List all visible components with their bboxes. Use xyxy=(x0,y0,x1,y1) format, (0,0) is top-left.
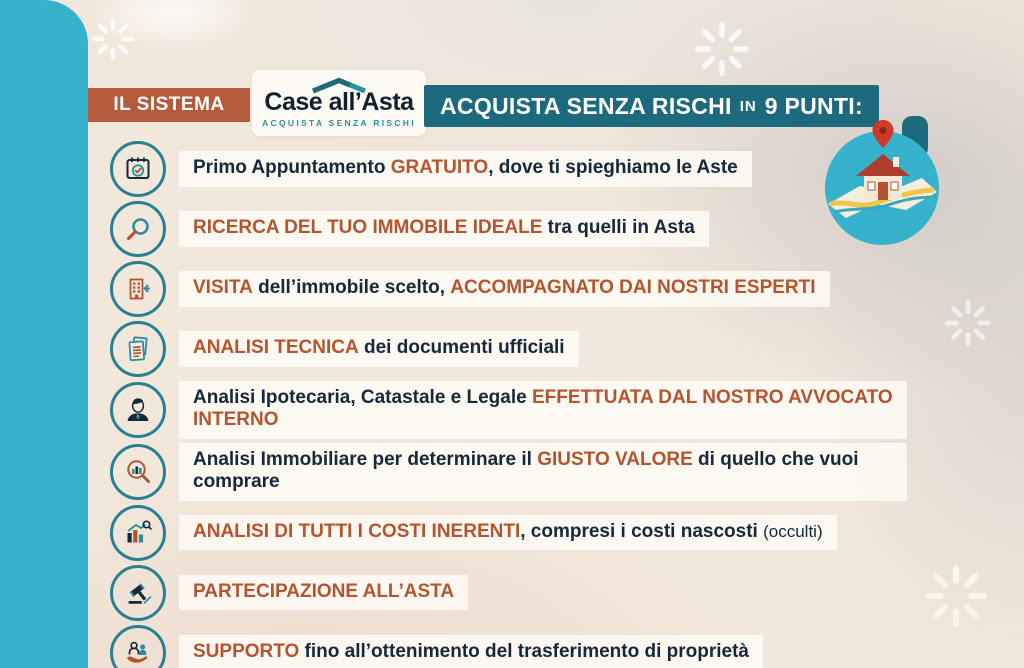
point-text xyxy=(179,271,830,306)
point-text-accent: PARTECIPAZIONE ALL’ASTA xyxy=(193,580,455,602)
headline-main: ACQUISTA SENZA RISCHI xyxy=(440,92,732,119)
point-text xyxy=(179,211,709,246)
point-text-accent: SUPPORTO xyxy=(193,640,300,662)
search-icon xyxy=(110,201,166,257)
point-text-segment: dell’immobile scelto, xyxy=(252,277,451,299)
point-row xyxy=(110,141,990,197)
brand-logo xyxy=(252,70,426,136)
point-text-segment: di quello che vuoi comprare xyxy=(193,448,859,493)
point-text-accent: ANALISI DI TUTTI I COSTI INERENTI xyxy=(193,520,521,542)
system-badge-label: IL SISTEMA xyxy=(113,94,225,115)
point-row xyxy=(110,321,990,377)
brand-tagline: ACQUISTA SENZA RISCHI xyxy=(262,118,416,128)
point-text xyxy=(179,635,763,668)
point-text-segment: dei documenti ufficiali xyxy=(358,337,565,359)
left-accent-band xyxy=(0,0,88,668)
point-text-segment: (occulti) xyxy=(763,521,823,541)
point-text-accent: EFFETTUATA DAL NOSTRO AVVOCATO INTERNO xyxy=(193,387,893,431)
point-row xyxy=(110,261,990,317)
point-text-segment: fino all’ottenimento del trasferimento di proprietà xyxy=(299,640,749,662)
point-text-accent: ANALISI TECNICA xyxy=(193,337,359,359)
point-text xyxy=(179,575,468,610)
brand-name: Case all’Asta xyxy=(264,88,414,116)
point-row xyxy=(110,565,990,621)
calendar-check-icon xyxy=(110,141,166,197)
headline-connector: IN xyxy=(739,97,757,115)
point-row xyxy=(110,625,990,668)
point-text-segment: Primo Appuntamento xyxy=(193,157,391,179)
point-row xyxy=(110,505,990,561)
point-text-segment: Analisi Ipotecaria, Catastale e Legale xyxy=(193,387,532,408)
point-text-segment: Analisi Immobiliare per determinare il xyxy=(193,448,538,470)
point-text-accent: GIUSTO VALORE xyxy=(537,448,693,470)
point-text-accent: VISITA xyxy=(193,277,253,299)
sparkle-icon xyxy=(92,18,134,60)
building-visit-icon xyxy=(110,261,166,317)
point-text-segment: , compresi i costi nascosti xyxy=(520,520,764,542)
point-row xyxy=(110,443,990,501)
point-text xyxy=(179,381,907,439)
point-row xyxy=(110,381,990,439)
headline-count: 9 PUNTI: xyxy=(764,92,863,119)
value-search-icon xyxy=(110,444,166,500)
point-text xyxy=(179,443,907,501)
point-text-accent: ACCOMPAGNATO DAI NOSTRI ESPERTI xyxy=(450,277,816,299)
costs-chart-icon xyxy=(110,505,166,561)
point-text-segment: tra quelli in Asta xyxy=(542,217,695,239)
system-badge xyxy=(88,88,250,122)
point-text-accent: GRATUITO xyxy=(390,157,489,179)
document-analysis-icon xyxy=(110,321,166,377)
support-hand-icon xyxy=(110,625,166,668)
gavel-icon xyxy=(110,565,166,621)
lawyer-icon xyxy=(110,382,166,438)
point-text-accent: RICERCA DEL TUO IMMOBILE IDEALE xyxy=(193,217,543,239)
point-text xyxy=(179,331,579,366)
point-text xyxy=(179,151,752,186)
point-text-segment: , dove ti spieghiamo le Aste xyxy=(488,157,738,179)
sparkle-icon xyxy=(695,22,749,76)
headline-badge xyxy=(424,85,879,127)
point-text xyxy=(179,515,837,550)
point-row xyxy=(110,201,990,257)
points-list xyxy=(110,141,990,668)
